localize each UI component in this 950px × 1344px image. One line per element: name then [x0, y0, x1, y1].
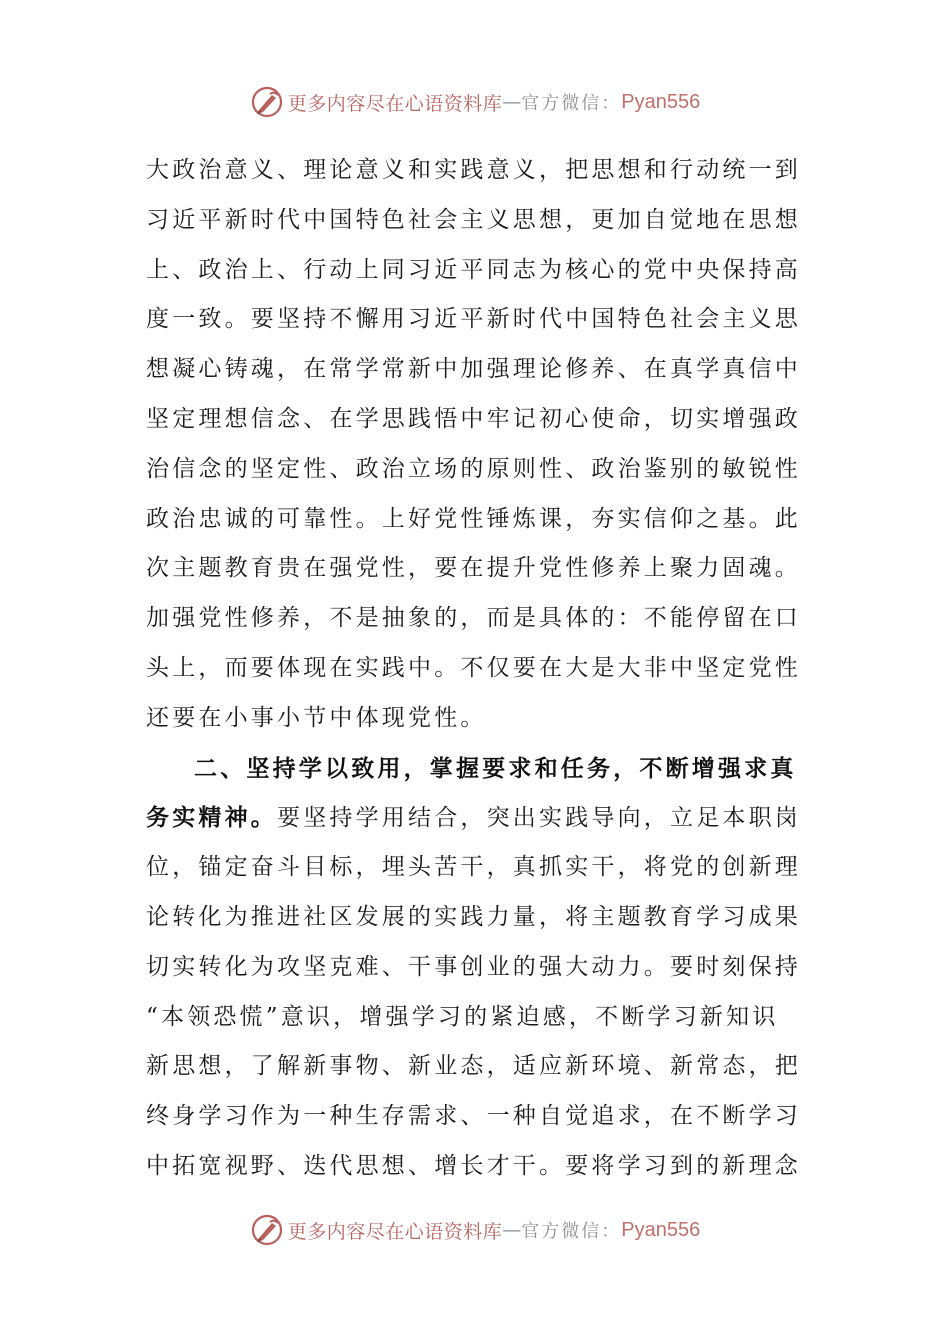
- pen-logo-icon: [250, 1213, 284, 1247]
- footer-separator: —: [502, 1219, 522, 1241]
- text-line: 治信念的坚定性、政治立场的原则性、政治鉴别的敏锐性: [146, 455, 801, 482]
- section-heading: 二、坚持学以致用，掌握要求和任务，不断增强求真: [194, 754, 797, 782]
- section-heading-line: [146, 744, 806, 794]
- header-brand-text: 更多内容尽在心语资料库: [287, 92, 503, 115]
- text-line: 位，锚定奋斗目标，埋头苦干，真抓实干，将党的创新理: [146, 854, 801, 881]
- text-line: “本领恐慌”意识，增强学习的紧迫感，不断学习新知识: [146, 1003, 779, 1030]
- text-line: 论转化为推进社区发展的实践力量，将主题教育学习成果: [146, 903, 801, 930]
- text-line: 终身学习作为一种生存需求、一种自觉追求，在不断学习: [146, 1103, 801, 1130]
- text-line: 习近平新时代中国特色社会主义思想，更加自觉地在思想: [146, 206, 801, 233]
- text-line: 度一致。要坚持不懈用习近平新时代中国特色社会主义思: [146, 306, 801, 333]
- footer-banner: [0, 1210, 950, 1250]
- header-separator: —: [502, 91, 522, 113]
- document-body: [146, 146, 806, 1192]
- section-heading-continued: 务实精神。: [146, 804, 277, 832]
- footer-wechat-id: Pyan556: [621, 1218, 701, 1241]
- text-line: 想凝心铸魂，在常学常新中加强理论修养、在真学真信中: [146, 356, 801, 383]
- text-line: 中拓宽视野、迭代思想、增长才干。要将学习到的新理念: [146, 1152, 801, 1179]
- text-line: 新思想，了解新事物、新业态，适应新环境、新常态，把: [146, 1053, 801, 1080]
- footer-brand-text: 更多内容尽在心语资料库: [287, 1220, 503, 1243]
- header-wechat-label: 官方微信：: [521, 93, 622, 114]
- text-line: 政治忠诚的可靠性。上好党性锤炼课，夯实信仰之基。此: [146, 505, 801, 532]
- text-line: 切实转化为攻坚克难、干事创业的强大动力。要时刻保持: [146, 953, 801, 980]
- text-span: 要坚持学用结合，突出实践导向，立足本职岗: [277, 805, 801, 832]
- text-line: 头上，而要体现在实践中。不仅要在大是大非中坚定党性: [146, 654, 801, 681]
- footer-wechat-label: 官方微信：: [521, 1221, 622, 1242]
- text-line: 坚定理想信念、在学思践悟中牢记初心使命，切实增强政: [146, 405, 801, 432]
- text-line: 还要在小事小节中体现党性。: [146, 704, 487, 731]
- header-wechat-id: Pyan556: [621, 90, 701, 113]
- text-line: 上、政治上、行动上同习近平同志为核心的党中央保持高: [146, 256, 801, 283]
- text-line: 加强党性修养，不是抽象的，而是具体的：不能停留在口: [146, 605, 801, 632]
- pen-logo-icon: [250, 85, 284, 119]
- header-banner: [0, 82, 950, 122]
- text-line: 大政治意义、理论意义和实践意义，把思想和行动统一到: [146, 157, 801, 183]
- text-line: 次主题教育贵在强党性，要在提升党性修养上聚力固魂。: [146, 555, 801, 582]
- text-line: [146, 793, 806, 843]
